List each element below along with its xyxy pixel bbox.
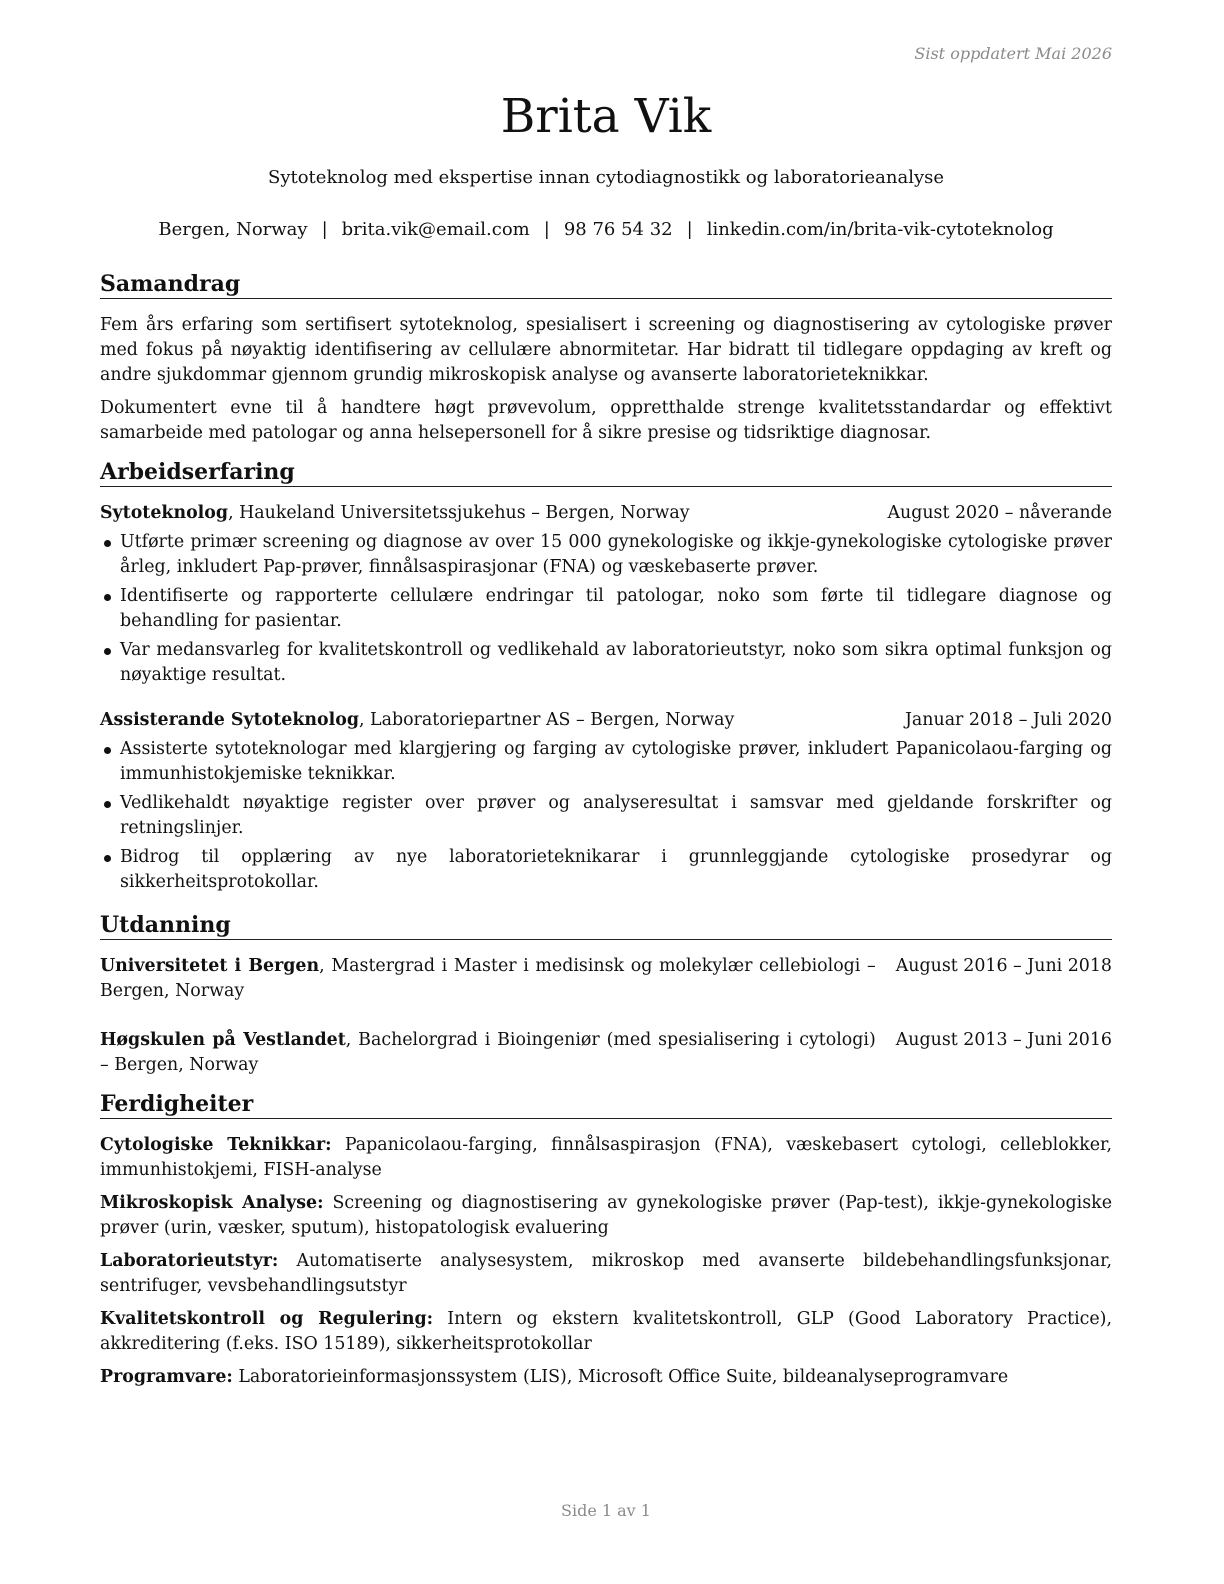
page-number: Side 1 av 1: [561, 1501, 651, 1520]
education-degree: , Mastergrad i Master i medisinsk og molekylær cellebiologi – Bergen, Norway: [100, 956, 876, 1001]
job-bullet: Var medansvarleg for kvalitetskontroll og vedlikehald av laboratorieutstyr, noko som sikra optimal funksjon og nøyaktige resultat.: [100, 638, 1112, 688]
skill-label: Cytologiske Teknikkar:: [100, 1135, 332, 1155]
headline: Sytoteknolog med ekspertise innan cytodiagnostikk og laboratorieanalyse: [267, 167, 945, 188]
skill-text: Screening og diagnostisering av gynekologiske prøver (Pap-test), ikkje-gynekologiske prøver (urin, væsker, sputum), histopatologisk evaluering: [100, 1193, 1112, 1238]
job-bullet: Utførte primær screening og diagnose av over 15 000 gynekologiske og ikkje-gynekologiske cytologiske prøver årleg, inkludert Pap-prøver, finnålsaspirasjonar (FNA) og væskebaserte prøver.: [100, 530, 1112, 580]
last-updated: Sist oppdatert Mai 2026: [914, 44, 1112, 63]
resume-body: [100, 270, 1112, 1398]
contact-line: [100, 219, 1112, 240]
skill-text: Automatiserte analysesystem, mikroskop med avanserte bildebehandlingsfunksjonar, sentrifuger, vevsbehandlingsutstyr: [100, 1251, 1112, 1296]
skill-item: [100, 1133, 1112, 1183]
job-role: Sytoteknolog: [100, 503, 229, 523]
education-school: Høgskulen på Vestlandet: [100, 1030, 346, 1050]
skill-text: Papanicolaou-farging, finnålsaspirasjon (FNA), væskebasert cytologi, celleblokker, immunhistokjemi, FISH-analyse: [100, 1135, 1112, 1180]
summary-paragraph: Fem års erfaring som sertifisert sytoteknolog, spesialisert i screening og diagnostisering av cytologiske prøver med fokus på nøyaktig identifisering av cellulære abnormitetar. Har bidratt til tidlegare oppdaging av kreft og andre sjukdommar gjennom grundig mikroskopisk analyse og avanserte laboratorieteknikkar.: [100, 315, 1112, 385]
education-dates: August 2016 – Juni 2018: [895, 956, 1112, 976]
job-bullets: [100, 737, 1112, 895]
job-entry: [100, 501, 1112, 688]
skill-item: [100, 1249, 1112, 1299]
contact-email[interactable]: brita.vik@email.com: [341, 219, 530, 240]
skill-label: Mikroskopisk Analyse:: [100, 1193, 324, 1213]
job-header: [100, 708, 1112, 733]
job-dates: Januar 2018 – Juli 2020: [904, 710, 1112, 730]
education-school: Universitetet i Bergen: [100, 956, 320, 976]
person-name: Brita Vik: [500, 89, 712, 144]
skill-label: Kvalitetskontroll og Regulering:: [100, 1309, 434, 1329]
section-title-summary: Samandrag: [100, 270, 1112, 299]
job-bullet: Bidrog til opplæring av nye laboratorieteknikarar i grunnleggjande cytologiske prosedyrar og sikkerheitsprotokollar.: [100, 845, 1112, 895]
contact-separator: |: [686, 219, 693, 240]
job-role: Assisterande Sytoteknolog: [100, 710, 359, 730]
section-title-skills: Ferdigheiter: [100, 1090, 1112, 1119]
contact-phone[interactable]: 98 76 54 32: [563, 219, 673, 240]
contact-separator: |: [543, 219, 550, 240]
job-bullet: Assisterte sytoteknologar med klargjering og farging av cytologiske prøver, inkludert Papanicolaou-farging og immunhistokjemiske teknikkar.: [100, 737, 1112, 787]
job-bullets: [100, 530, 1112, 688]
job-employer: , Laboratoriepartner AS – Bergen, Norway: [358, 710, 735, 730]
job-dates: August 2020 – nåverande: [887, 503, 1112, 523]
summary-paragraph: Dokumentert evne til å handtere høgt prøvevolum, oppretthalde strenge kvalitetsstandardar og effektivt samarbeide med patologar og anna helsepersonell for å sikre presise og tidsriktige diagnosar.: [100, 398, 1112, 443]
skill-label: Programvare:: [100, 1367, 233, 1387]
contact-linkedin[interactable]: linkedin.com/in/brita-vik-cytoteknolog: [706, 219, 1054, 240]
skill-item: [100, 1307, 1112, 1357]
section-title-experience: Arbeidserfaring: [100, 458, 1112, 487]
skill-text: Laboratorieinformasjonssystem (LIS), Microsoft Office Suite, bildeanalyseprogramvare: [232, 1367, 1009, 1387]
job-header: [100, 501, 1112, 526]
education-entry: [100, 1028, 1112, 1078]
skill-label: Laboratorieutstyr:: [100, 1251, 279, 1271]
skill-text: Intern og ekstern kvalitetskontroll, GLP (Good Laboratory Practice), akkreditering (f.eks. ISO 15189), sikkerheitsprotokollar: [100, 1309, 1112, 1354]
resume-page: [100, 0, 1112, 1584]
job-bullet: Identifiserte og rapporterte cellulære endringar til patologar, noko som førte til tidlegare diagnose og behandling for pasientar.: [100, 584, 1112, 634]
education-dates: August 2013 – Juni 2016: [895, 1030, 1112, 1050]
job-employer: , Haukeland Universitetssjukehus – Bergen, Norway: [228, 503, 690, 523]
contact-location: Bergen, Norway: [158, 219, 308, 240]
education-degree: , Bachelorgrad i Bioingeniør (med spesialisering i cytologi) – Bergen, Norway: [100, 1030, 876, 1075]
job-bullet: Vedlikehaldt nøyaktige register over prøver og analyseresultat i samsvar med gjeldande forskrifter og retningslinjer.: [100, 791, 1112, 841]
skill-item: [100, 1191, 1112, 1241]
education-entry: [100, 954, 1112, 1004]
contact-separator: |: [321, 219, 328, 240]
section-title-education: Utdanning: [100, 911, 1112, 940]
job-entry: [100, 708, 1112, 895]
skill-item: [100, 1365, 1112, 1390]
